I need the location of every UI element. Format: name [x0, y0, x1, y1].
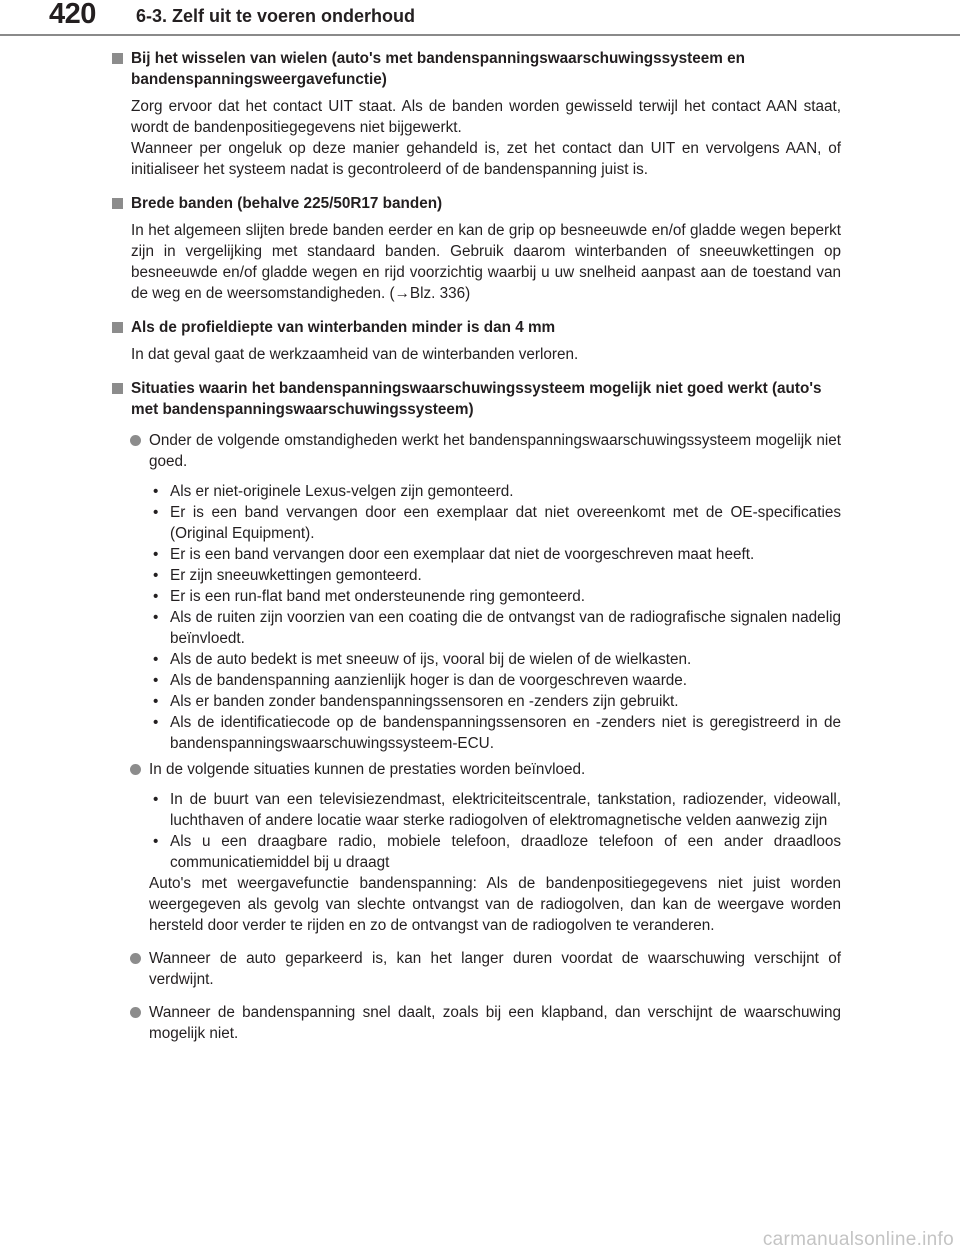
section-wide-tires	[0, 193, 960, 304]
list-item: • Als de ruiten zijn voorzien van een coating die de ontvangst van de radiografische signalen nadelig beïnvloedt.	[170, 607, 841, 649]
section-heading-text: Brede banden (behalve 225/50R17 banden)	[131, 195, 443, 212]
list-item: • Als er niet-originele Lexus-velgen zijn gemonteerd.	[170, 481, 841, 502]
square-bullet-icon	[112, 53, 123, 64]
section-heading	[131, 193, 831, 214]
page-header	[0, 0, 960, 36]
circle-bullet-text: Wanneer de bandenspanning snel daalt, zoals bij een klapband, dan verschijnt de waarschuwing mogelijk niet.	[149, 1004, 841, 1042]
list-item: • Als er banden zonder bandenspanningssensoren en -zenders zijn gebruikt.	[170, 691, 841, 712]
circle-bullet-text: Wanneer de auto geparkeerd is, kan het langer duren voordat de waarschuwing verschijnt of verdwijnt.	[149, 950, 841, 988]
circle-bullet-icon	[130, 764, 141, 775]
section-heading	[131, 317, 831, 338]
list-item: • Als de auto bedekt is met sneeuw of ijs, vooral bij de wielen of de wielkasten.	[170, 649, 841, 670]
circle-bullet-text: Onder de volgende omstandigheden werkt het bandenspanningswaarschuwingssysteem mogelijk niet goed.	[149, 432, 841, 470]
list-item: • Er is een run-flat band met ondersteunende ring gemonteerd.	[170, 586, 841, 607]
circle-bullet-item	[149, 430, 841, 472]
paragraph: In dat geval gaat de werkzaamheid van de winterbanden verloren.	[131, 346, 579, 363]
paragraph: Zorg ervoor dat het contact UIT staat. Als de banden worden gewisseld terwijl het contact AAN staat, wordt de bandenpositiegegevens niet bijgewerkt.	[131, 98, 841, 136]
section-heading-text: Als de profieldiepte van winterbanden minder is dan 4 mm	[131, 319, 556, 336]
circle-bullet-icon	[130, 435, 141, 446]
section-winter-tread	[0, 317, 960, 365]
square-bullet-icon	[112, 383, 123, 394]
circle-bullet-item	[149, 1002, 841, 1044]
watermark: carmanualsonline.info	[762, 1229, 954, 1250]
bullet-list	[0, 789, 960, 873]
circle-bullet-icon	[130, 953, 141, 964]
list-item: • In de buurt van een televisiezendmast, elektriciteitscentrale, tankstation, radiozender, videowall, luchthaven of andere locatie waar sterke radiogolven of elektromagnetische velden aanwezig zijn	[170, 789, 841, 831]
list-item: • Als u een draagbare radio, mobiele telefoon, draadloze telefoon of een ander draadloos communicatiemiddel bij u draagt	[170, 831, 841, 873]
list-item: • Als de identificatiecode op de bandenspanningssensoren en -zenders niet is geregistreerd in de bandenspanningswaarschuwingssysteem-ECU.	[170, 712, 841, 754]
section-wheel-rotation	[0, 48, 960, 180]
circle-bullet-item	[149, 948, 841, 990]
section-heading	[131, 378, 831, 420]
paragraph: Wanneer per ongeluk op deze manier gehandeld is, zet het contact dan UIT en vervolgens AAN, of initialiseer het systeem nadat is gecontroleerd of de bandenspanning juist is.	[131, 140, 841, 178]
paragraph: In het algemeen slijten brede banden eerder en kan de grip op besneeuwde en/of gladde wegen beperkt zijn in vergelijking met standaard banden. Gebruik daarom winterbanden of sneeuwkettingen op besneeuwde en/of gladde wegen en rijd voorzichtig waarbij u uw snelheid aanpast aan de toestand van de weg en de weersomstandigheden. (→Blz. 336)	[131, 222, 841, 302]
section-heading-text: Situaties waarin het bandenspanningswaarschuwingssysteem mogelijk niet goed werkt (auto's met bandenspanningswaarschuwingssysteem)	[131, 380, 822, 418]
section-heading	[131, 48, 831, 90]
circle-bullet-icon	[130, 1007, 141, 1018]
circle-bullet-item	[149, 759, 841, 780]
page-number: 420	[49, 0, 96, 30]
list-item: • Er is een band vervangen door een exemplaar dat niet overeenkomt met de OE-specificaties (Original Equipment).	[170, 502, 841, 544]
list-item: • Er zijn sneeuwkettingen gemonteerd.	[170, 565, 841, 586]
page-content	[0, 48, 960, 1044]
bullet-list	[0, 481, 960, 754]
list-item: • Er is een band vervangen door een exemplaar dat niet de voorgeschreven maat heeft.	[170, 544, 841, 565]
square-bullet-icon	[112, 198, 123, 209]
square-bullet-icon	[112, 322, 123, 333]
section-heading-text: Bij het wisselen van wielen (auto's met bandenspanningswaarschuwingssysteem en bandenspanningsweergavefunctie)	[131, 50, 745, 88]
section-tpws-limitations	[0, 378, 960, 1044]
chapter-title: 6-3. Zelf uit te voeren onderhoud	[136, 6, 416, 26]
paragraph: Auto's met weergavefunctie bandenspanning: Als de bandenpositiegegevens niet juist worden weergegeven als gevolg van slechte ontvangst van de radiogolven, dan kan de weergave worden hersteld door verder te rijden en zo de ontvangst van de radiogolven te veranderen.	[149, 875, 841, 934]
header-divider	[0, 34, 960, 36]
list-item: • Als de bandenspanning aanzienlijk hoger is dan de voorgeschreven waarde.	[170, 670, 841, 691]
circle-bullet-text: In de volgende situaties kunnen de prestaties worden beïnvloed.	[149, 761, 586, 778]
